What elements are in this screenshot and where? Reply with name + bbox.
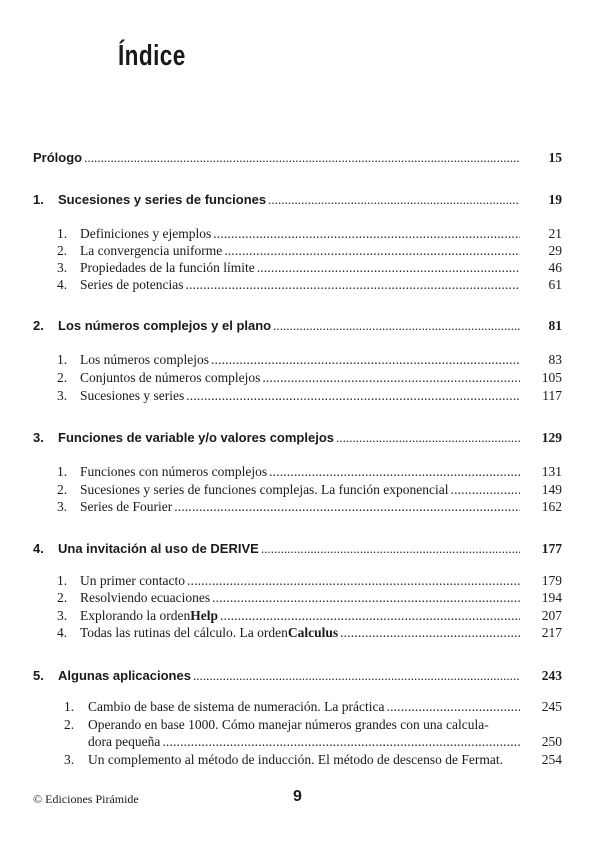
chapter-title: Una invitación al uso de DERIVE <box>58 541 259 556</box>
section-page: 162 <box>541 499 562 514</box>
section-page: 245 <box>541 699 562 714</box>
dot-leader <box>257 260 520 276</box>
dot-leader <box>162 734 520 750</box>
section-title: Explorando la orden <box>80 608 191 623</box>
toc-section[interactable] <box>64 717 562 735</box>
toc-section[interactable] <box>57 226 562 244</box>
section-page: 194 <box>541 590 562 605</box>
section-title: La convergencia uniforme <box>80 243 223 258</box>
section-title: Los números complejos <box>80 352 209 367</box>
toc-section[interactable] <box>57 260 562 278</box>
section-page: 83 <box>548 352 562 367</box>
dot-leader <box>261 541 520 557</box>
section-page: 131 <box>541 464 562 479</box>
section-page: 254 <box>541 752 562 767</box>
chapter-title: Sucesiones y series de funciones <box>58 192 267 207</box>
chapter-page: 243 <box>541 668 562 683</box>
section-number: 2. <box>57 370 68 385</box>
toc-entry-prologo[interactable] <box>33 150 562 168</box>
section-title: Operando en base 1000. Cómo manejar números grandes con una calcula- <box>88 717 489 732</box>
toc-section[interactable] <box>57 277 562 295</box>
section-number: 1. <box>57 226 68 241</box>
section-number: 3. <box>57 260 68 275</box>
section-title: Series de potencias <box>80 277 184 292</box>
section-page: 207 <box>541 608 562 623</box>
section-number: 2. <box>57 243 68 258</box>
dot-leader <box>451 482 520 498</box>
chapter-page: 129 <box>541 430 562 445</box>
section-number: 1. <box>57 573 68 588</box>
toc-section[interactable] <box>57 464 562 482</box>
section-number: 2. <box>64 717 75 732</box>
dot-leader <box>213 226 520 242</box>
toc-chapter-5[interactable] <box>33 668 562 686</box>
toc-section[interactable] <box>57 608 562 626</box>
section-page: 21 <box>548 226 562 241</box>
toc-section[interactable] <box>64 752 562 770</box>
section-page: 105 <box>541 370 562 385</box>
section-page: 46 <box>548 260 562 275</box>
chapter-number: 1. <box>33 192 44 207</box>
section-number: 1. <box>64 699 75 714</box>
section-page: 179 <box>541 573 562 588</box>
section-title-bold: Calculus <box>287 625 339 640</box>
toc-section[interactable] <box>57 573 562 591</box>
section-title: Series de Fourier <box>80 499 173 514</box>
section-page: 117 <box>542 388 562 403</box>
section-number: 3. <box>57 499 68 514</box>
chapter-page: 19 <box>548 192 562 207</box>
section-number: 2. <box>57 590 68 605</box>
dot-leader <box>387 699 520 715</box>
dot-leader <box>193 668 520 684</box>
toc-chapter-3[interactable] <box>33 430 562 448</box>
entry-title: Prólogo <box>33 150 83 165</box>
section-title: Cambio de base de sistema de numeración. La práctica <box>88 699 385 714</box>
section-number: 3. <box>57 608 68 623</box>
page-title: Índice <box>118 40 186 72</box>
section-page: 217 <box>541 625 562 640</box>
section-title: Propiedades de la función límite <box>80 260 255 275</box>
section-title: Sucesiones y series <box>80 388 185 403</box>
section-title: Resolviendo ecuaciones <box>80 590 211 605</box>
section-title: Un primer contacto <box>80 573 185 588</box>
section-number: 4. <box>57 277 68 292</box>
toc-section[interactable] <box>57 625 562 643</box>
dot-leader <box>340 625 520 641</box>
toc-section[interactable] <box>64 699 562 717</box>
dot-leader <box>262 370 520 386</box>
toc-section[interactable] <box>57 499 562 517</box>
entry-page: 15 <box>548 150 562 165</box>
chapter-page: 81 <box>548 318 562 333</box>
section-title-bold: Help <box>190 608 218 623</box>
chapter-number: 4. <box>33 541 44 556</box>
section-title: Funciones con números complejos <box>80 464 268 479</box>
dot-leader <box>220 608 520 624</box>
section-page: 149 <box>541 482 562 497</box>
dot-leader <box>268 192 520 208</box>
toc-section-continuation[interactable] <box>88 734 562 752</box>
toc-section[interactable] <box>57 370 562 388</box>
section-title: Sucesiones y series de funciones complejas. La función exponencial <box>80 482 449 497</box>
toc-section[interactable] <box>57 590 562 608</box>
section-title: Un complemento al método de inducción. El método de descenso de Fermat. <box>88 752 504 767</box>
dot-leader <box>224 243 520 259</box>
chapter-number: 3. <box>33 430 44 445</box>
toc-chapter-1[interactable] <box>33 192 562 210</box>
dot-leader <box>174 499 520 515</box>
dot-leader <box>186 388 520 404</box>
section-number: 3. <box>64 752 75 767</box>
section-number: 1. <box>57 464 68 479</box>
dot-leader <box>336 430 520 446</box>
page-number: 9 <box>293 788 302 805</box>
section-page: 61 <box>548 277 562 292</box>
publisher-credit: © Ediciones Pirámide <box>33 792 139 806</box>
toc-section[interactable] <box>57 243 562 261</box>
dot-leader <box>185 277 520 293</box>
section-number: 2. <box>57 482 68 497</box>
chapter-page: 177 <box>541 541 562 556</box>
toc-chapter-2[interactable] <box>33 318 562 336</box>
section-title: Conjuntos de números complejos <box>80 370 261 385</box>
section-title: Definiciones y ejemplos <box>80 226 212 241</box>
section-page: 250 <box>541 734 562 749</box>
toc-section[interactable] <box>57 352 562 370</box>
dot-leader <box>84 150 520 166</box>
dot-leader <box>187 573 520 589</box>
toc-chapter-4[interactable] <box>33 541 562 559</box>
chapter-number: 2. <box>33 318 44 333</box>
section-title: Todas las rutinas del cálculo. La orden <box>80 625 288 640</box>
chapter-title: Funciones de variable y/o valores complejos <box>58 430 334 445</box>
section-number: 1. <box>57 352 68 367</box>
section-page: 29 <box>548 243 562 258</box>
chapter-number: 5. <box>33 668 44 683</box>
chapter-title: Algunas aplicaciones <box>58 668 191 683</box>
toc-section[interactable] <box>57 482 562 500</box>
toc-section[interactable] <box>57 388 562 406</box>
dot-leader <box>212 590 520 606</box>
chapter-title: Los números complejos y el plano <box>58 318 272 333</box>
dot-leader <box>273 318 520 334</box>
section-title-continuation: dora pequeña <box>88 734 161 749</box>
section-number: 3. <box>57 388 68 403</box>
section-number: 4. <box>57 625 68 640</box>
dot-leader <box>211 352 520 368</box>
dot-leader <box>269 464 520 480</box>
